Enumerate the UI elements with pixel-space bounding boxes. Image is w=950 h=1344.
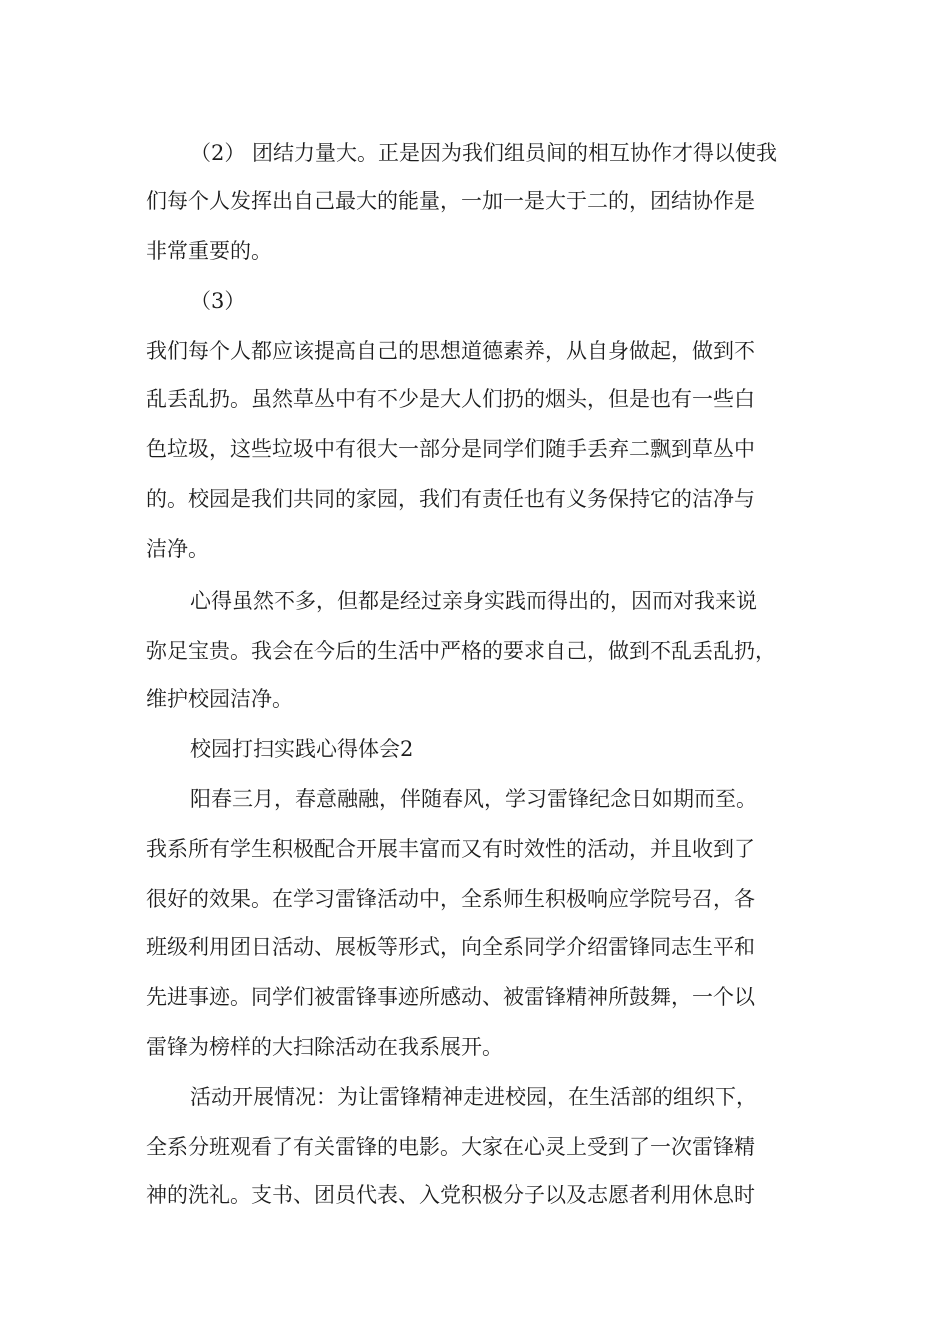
text-line: （2） 团结力量大。正是因为我们组员间的相互协作才得以使我 (190, 141, 778, 165)
text-line: 的。校园是我们共同的家园，我们有责任也有义务保持它的洁净与 (146, 487, 755, 511)
text-line: 先进事迹。同学们被雷锋事迹所感动、被雷锋精神所鼓舞，一个以 (146, 985, 755, 1009)
text-line: 全系分班观看了有关雷锋的电影。大家在心灵上受到了一次雷锋精 (146, 1135, 755, 1159)
text-line: 很好的效果。在学习雷锋活动中，全系师生积极响应学院号召，各 (146, 887, 755, 911)
text-line: 神的洗礼。支书、团员代表、入党积极分子以及志愿者利用休息时 (146, 1183, 755, 1207)
text-line: 阳春三月，春意融融，伴随春风，学习雷锋纪念日如期而至。 (190, 787, 757, 811)
text-line: 非常重要的。 (146, 239, 272, 263)
text-line: 我们每个人都应该提高自己的思想道德素养，从自身做起，做到不 (146, 339, 755, 363)
text-line: 乱丢乱扔。虽然草丛中有不少是大人们扔的烟头，但是也有一些白 (146, 387, 755, 411)
text-line: 心得虽然不多，但都是经过亲身实践而得出的，因而对我来说 (190, 589, 757, 613)
text-line: 色垃圾，这些垃圾中有很大一部分是同学们随手丢弃二飘到草丛中 (146, 437, 755, 461)
text-line: 班级利用团日活动、展板等形式，向全系同学介绍雷锋同志生平和 (146, 935, 755, 959)
section-heading: 校园打扫实践心得体会2 (190, 737, 414, 761)
text-line: 弥足宝贵。我会在今后的生活中严格的要求自己，做到不乱丢乱扔， (146, 639, 776, 663)
text-line: 维护校园洁净。 (146, 687, 293, 711)
text-line: 洁净。 (146, 537, 209, 561)
text-line: 我系所有学生积极配合开展丰富而又有时效性的活动，并且收到了 (146, 837, 755, 861)
text-line: 雷锋为榜样的大扫除活动在我系展开。 (146, 1035, 503, 1059)
text-line: 们每个人发挥出自己最大的能量，一加一是大于二的，团结协作是 (146, 189, 755, 213)
text-line: 活动开展情况：为让雷锋精神走进校园，在生活部的组织下， (190, 1085, 757, 1109)
text-line: （3） (190, 289, 246, 313)
